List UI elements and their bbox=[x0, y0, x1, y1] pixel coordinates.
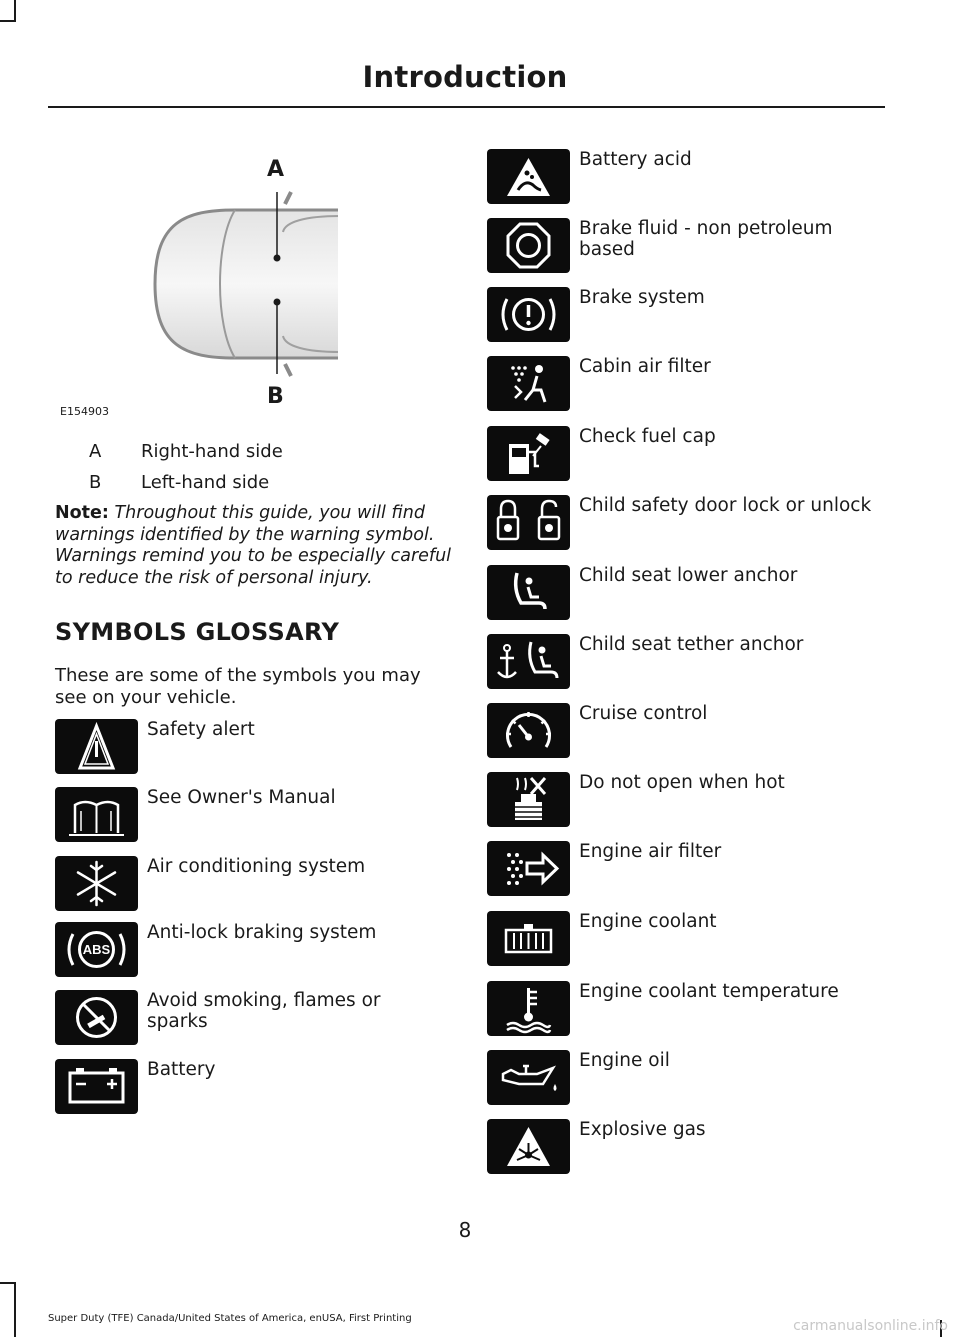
engine-oil-icon bbox=[487, 1050, 570, 1105]
engine-coolant-icon bbox=[487, 911, 570, 966]
symbol-label: Air conditioning system bbox=[147, 856, 366, 877]
svg-text:ABS: ABS bbox=[82, 942, 111, 957]
legend-value: Left-hand side bbox=[141, 472, 270, 493]
footer-edition: Super Duty (TFE) Canada/United States of America, enUSA, First Printing bbox=[48, 1313, 412, 1324]
symbol-label: Engine coolant temperature bbox=[579, 981, 839, 1002]
coolant-temperature-icon bbox=[487, 981, 570, 1036]
symbol-label: Brake system bbox=[579, 287, 705, 308]
crop-mark bbox=[0, 20, 16, 22]
snowflake-icon bbox=[55, 856, 138, 911]
section-title: SYMBOLS GLOSSARY bbox=[55, 618, 340, 646]
figure-id: E154903 bbox=[60, 405, 109, 418]
child-seat-tether-anchor-icon bbox=[487, 634, 570, 689]
legend-key: A bbox=[89, 441, 102, 462]
owners-manual-icon bbox=[55, 787, 138, 842]
child-seat-lower-anchor-icon bbox=[487, 565, 570, 620]
abs-icon bbox=[55, 922, 138, 977]
symbol-label: Explosive gas bbox=[579, 1119, 706, 1140]
callout-label-b: B bbox=[267, 384, 284, 409]
fuel-cap-icon bbox=[487, 426, 570, 481]
symbol-label: Cabin air filter bbox=[579, 356, 711, 377]
brake-fluid-icon bbox=[487, 218, 570, 273]
legend-key: B bbox=[89, 472, 102, 493]
battery-icon bbox=[55, 1059, 138, 1114]
header-divider bbox=[48, 106, 885, 108]
symbol-label: Engine coolant bbox=[579, 911, 717, 932]
crop-mark bbox=[14, 1282, 16, 1337]
cabin-air-filter-icon bbox=[487, 356, 570, 411]
section-intro: These are some of the symbols you may see on your vehicle. bbox=[55, 665, 421, 708]
vehicle-top-view-icon bbox=[55, 152, 395, 422]
safety-alert-icon bbox=[55, 719, 138, 774]
cruise-control-icon bbox=[487, 703, 570, 758]
symbol-label: Brake fluid - non petroleum based bbox=[579, 218, 833, 260]
engine-air-filter-icon bbox=[487, 841, 570, 896]
explosive-gas-icon bbox=[487, 1119, 570, 1174]
do-not-open-hot-icon bbox=[487, 772, 570, 827]
vehicle-sides-figure bbox=[55, 152, 395, 422]
symbol-label: See Owner's Manual bbox=[147, 787, 336, 808]
symbol-label: Anti-lock braking system bbox=[147, 922, 377, 943]
child-lock-icon bbox=[487, 495, 570, 550]
brake-system-icon bbox=[487, 287, 570, 342]
symbol-label: Battery bbox=[147, 1059, 216, 1080]
callout-label-a: A bbox=[267, 157, 285, 182]
symbol-label: Avoid smoking, flames or sparks bbox=[147, 990, 381, 1032]
note-lead: Note: bbox=[55, 503, 109, 523]
crop-mark bbox=[14, 0, 16, 22]
page-number: 8 bbox=[458, 1218, 472, 1242]
note-text: Throughout this guide, you will find warnings identified by the warning symbol. Warnings remind you to be especially careful to reduce the risk of personal injury. bbox=[55, 503, 452, 588]
no-smoking-icon bbox=[55, 990, 138, 1045]
symbol-label: Child seat lower anchor bbox=[579, 565, 798, 586]
symbol-label: Battery acid bbox=[579, 149, 692, 170]
symbol-label: Safety alert bbox=[147, 719, 255, 740]
crop-mark bbox=[0, 1282, 16, 1284]
page-title: Introduction bbox=[362, 60, 568, 94]
note-paragraph bbox=[55, 503, 455, 589]
symbol-label: Engine air filter bbox=[579, 841, 722, 862]
symbol-label: Child safety door lock or unlock bbox=[579, 495, 872, 516]
symbol-label: Check fuel cap bbox=[579, 426, 716, 447]
symbol-label: Engine oil bbox=[579, 1050, 670, 1071]
watermark: carmanualsonline.info bbox=[793, 1318, 948, 1334]
battery-acid-icon bbox=[487, 149, 570, 204]
symbol-label: Cruise control bbox=[579, 703, 708, 724]
legend-value: Right-hand side bbox=[141, 441, 283, 462]
symbol-label: Do not open when hot bbox=[579, 772, 785, 793]
symbol-label: Child seat tether anchor bbox=[579, 634, 804, 655]
